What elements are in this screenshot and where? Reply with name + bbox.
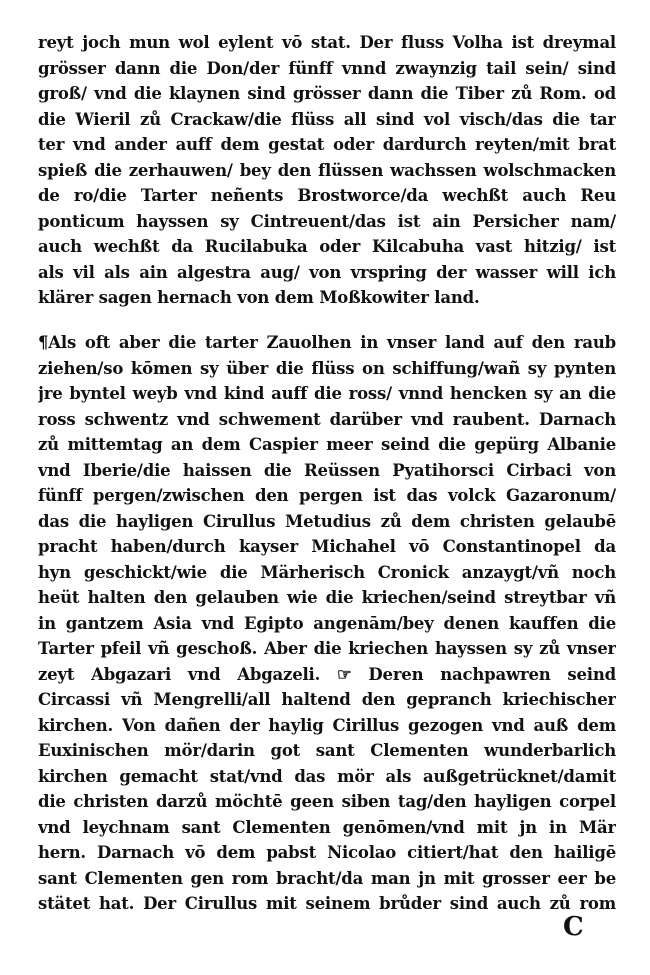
text-line: in gantzem Asia vnd Egipto angenām/bey denen kauffen die [38,613,616,633]
text-line: de ro/die Tarter neñents Brostworce/da wechßt auch Reu [38,186,616,205]
text-line: ¶Als oft aber die tarter Zauolhen in vnser land auf den raub [38,333,616,352]
text-line: stätet hat. Der Cirullus mit seinem brůder sind auch zů rom [38,894,616,913]
text-line: fünff pergen/zwischen den pergen ist das volck Gazaronum/ [38,486,616,505]
text-line: ponticum hayssen sy Cintreuent/das ist ain Persicher nam/ [38,211,616,231]
paragraph-volga [38,30,616,311]
text-line: zeyt Abgazari vnd Abgazeli. ☞ Deren nachpawren seind [38,664,616,684]
text-line: ziehen/so kōmen sy über die flüss on schiffung/wañ sy pynten [38,358,616,378]
text-line: auch wechßt da Rucilabuka oder Kilcabuha vast hitzig/ ist [38,237,616,256]
text-line: vnd leychnam sant Clementen genōmen/vnd mit jn in Mär [38,817,616,837]
text-line: als vil als ain algestra aug/ von vrspring der wasser will ich [38,262,616,282]
text-line: hyn geschickt/wie die Märherisch Cronick anzaygt/vñ noch [38,562,616,582]
text-line: sant Clementen gen rom bracht/da man jn mit grosser eer be [38,868,616,888]
catchword: C [563,912,584,942]
text-line: vnd Iberie/die haissen die Reüssen Pyatihorsci Cirbaci von [38,460,616,480]
text-line: das die hayligen Cirullus Metudius zů dem christen gelaubē [38,511,616,531]
text-line: ter vnd ander auff dem gestat oder dardurch reyten/mit brat [38,135,616,154]
text-line: grösser dann die Don/der fünff vnnd zwaynzig tail sein/ sind [38,58,616,78]
text-line: kirchen. Von dañen der haylig Cirillus gezogen vnd auß dem [38,715,616,735]
text-line: pracht haben/durch kayser Michahel vō Constantinopel da [38,537,616,556]
text-line: kirchen gemacht stat/vnd das mör als außgetrücknet/damit [38,766,616,786]
text-line: die christen darzů möchtē geen siben tag/den hayligen corpel [38,792,616,811]
text-line: die Wieril zů Crackaw/die flüss all sind vol visch/das die tar [38,109,616,129]
text-line: heüt halten den gelauben wie die kriechen/seind streytbar vñ [38,588,616,607]
text-line: Circassi vñ Mengrelli/all haltend den gepranch kriechischer [38,690,616,709]
text-line: spieß die zerhauwen/ bey den flüssen wachssen wolschmacken [38,160,616,180]
text-line: ross schwentz vnd schwement darüber vnd raubent. Darnach [38,409,616,429]
paragraph-tartars [38,330,616,917]
text-line: Tarter pfeil vñ geschoß. Aber die kriechen hayssen sy zů vnser [38,639,616,658]
text-line: groß/ vnd die klaynen sind grösser dann die Tiber zů Rom. od [38,84,616,103]
text-line: zů mittemtag an dem Caspier meer seind die gepürg Albanie [38,435,616,454]
text-line: reyt joch mun wol eylent vō stat. Der fluss Volha ist dreymal [38,33,616,52]
text-line: hern. Darnach vō dem pabst Nicolao citiert/hat den hailigē [38,843,616,862]
text-line: jre byntel weyb vnd kind auff die ross/ vnnd hencken sy an die [38,384,616,403]
text-line: klärer sagen hernach von dem Moßkowiter land. [38,288,480,307]
text-line: Euxinischen mör/darin got sant Clementen wunderbarlich [38,741,616,760]
